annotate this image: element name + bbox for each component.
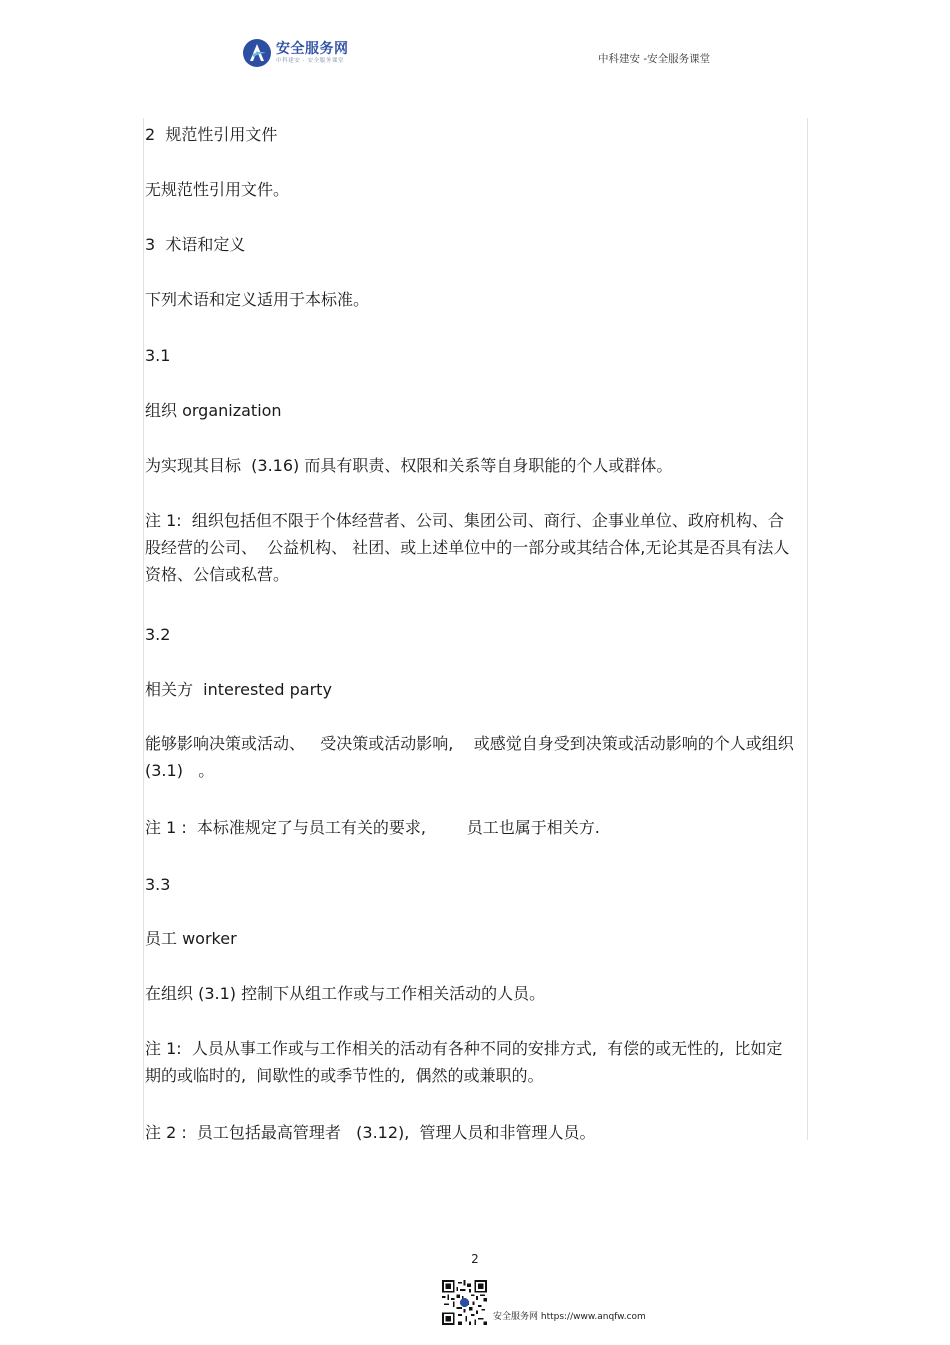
header-right-text: 中科建安 -安全服务课堂: [598, 53, 711, 65]
site-logo: [242, 38, 349, 68]
logo-name: 安全服务网: [276, 41, 349, 57]
term-title: 组织 organization: [145, 401, 282, 420]
paragraph: 下列术语和定义适用于本标准。: [145, 290, 370, 309]
term-title: 员工 worker: [145, 929, 237, 948]
right-margin-line: [807, 118, 808, 1140]
paragraph: 无规范性引用文件。: [145, 180, 290, 199]
logo-a-icon: [242, 38, 272, 68]
left-margin-line: [143, 118, 144, 1140]
section-heading-2: 2 规范性引用文件: [145, 125, 278, 144]
term-note: 注 1 : 本标准规定了与员工有关的要求, 员工也属于相关方.: [145, 818, 600, 837]
term-note: 注 1: 人员从事工作或与工作相关的活动有各种不同的安排方式, 有偿的或无性的, 比如定期的或临时的, 间歇性的或季节性的, 偶然的或兼职的。: [145, 1039, 783, 1085]
term-title: 相关方 interested party: [145, 680, 332, 699]
term-number: 3.2: [145, 625, 171, 644]
term-note: 注 1: 组织包括但不限于个体经营者、公司、集团公司、商行、企事业单位、政府机构、合股经营的公司、 公益机构、 社团、或上述单位中的一部分或其结合体,无论其是否具有法人资格、公信或私营。: [145, 511, 790, 584]
footer: [442, 1280, 646, 1325]
term-number: 3.1: [145, 346, 171, 365]
footer-site-text: 安全服务网 https://www.anqfw.com: [493, 1312, 646, 1322]
term-definition: 能够影响决策或活动、 受决策或活动影响, 或感觉自身受到决策或活动影响的个人或组织 (3.1) 。: [145, 734, 799, 780]
qr-code-icon: [442, 1280, 487, 1325]
term-number: 3.3: [145, 875, 171, 894]
term-note: 注 2 : 员工包括最高管理者 (3.12), 管理人员和非管理人员。: [145, 1123, 596, 1142]
term-definition: 为实现其目标 (3.16) 而具有职责、权限和关系等自身职能的个人或群体。: [145, 456, 673, 475]
section-heading-3: 3 术语和定义: [145, 235, 246, 254]
logo-subtitle: 中科建安 · 安全服务课堂: [276, 58, 345, 64]
term-definition: 在组织 (3.1) 控制下从组工作或与工作相关活动的人员。: [145, 984, 546, 1003]
page-number: 2: [471, 1252, 479, 1266]
